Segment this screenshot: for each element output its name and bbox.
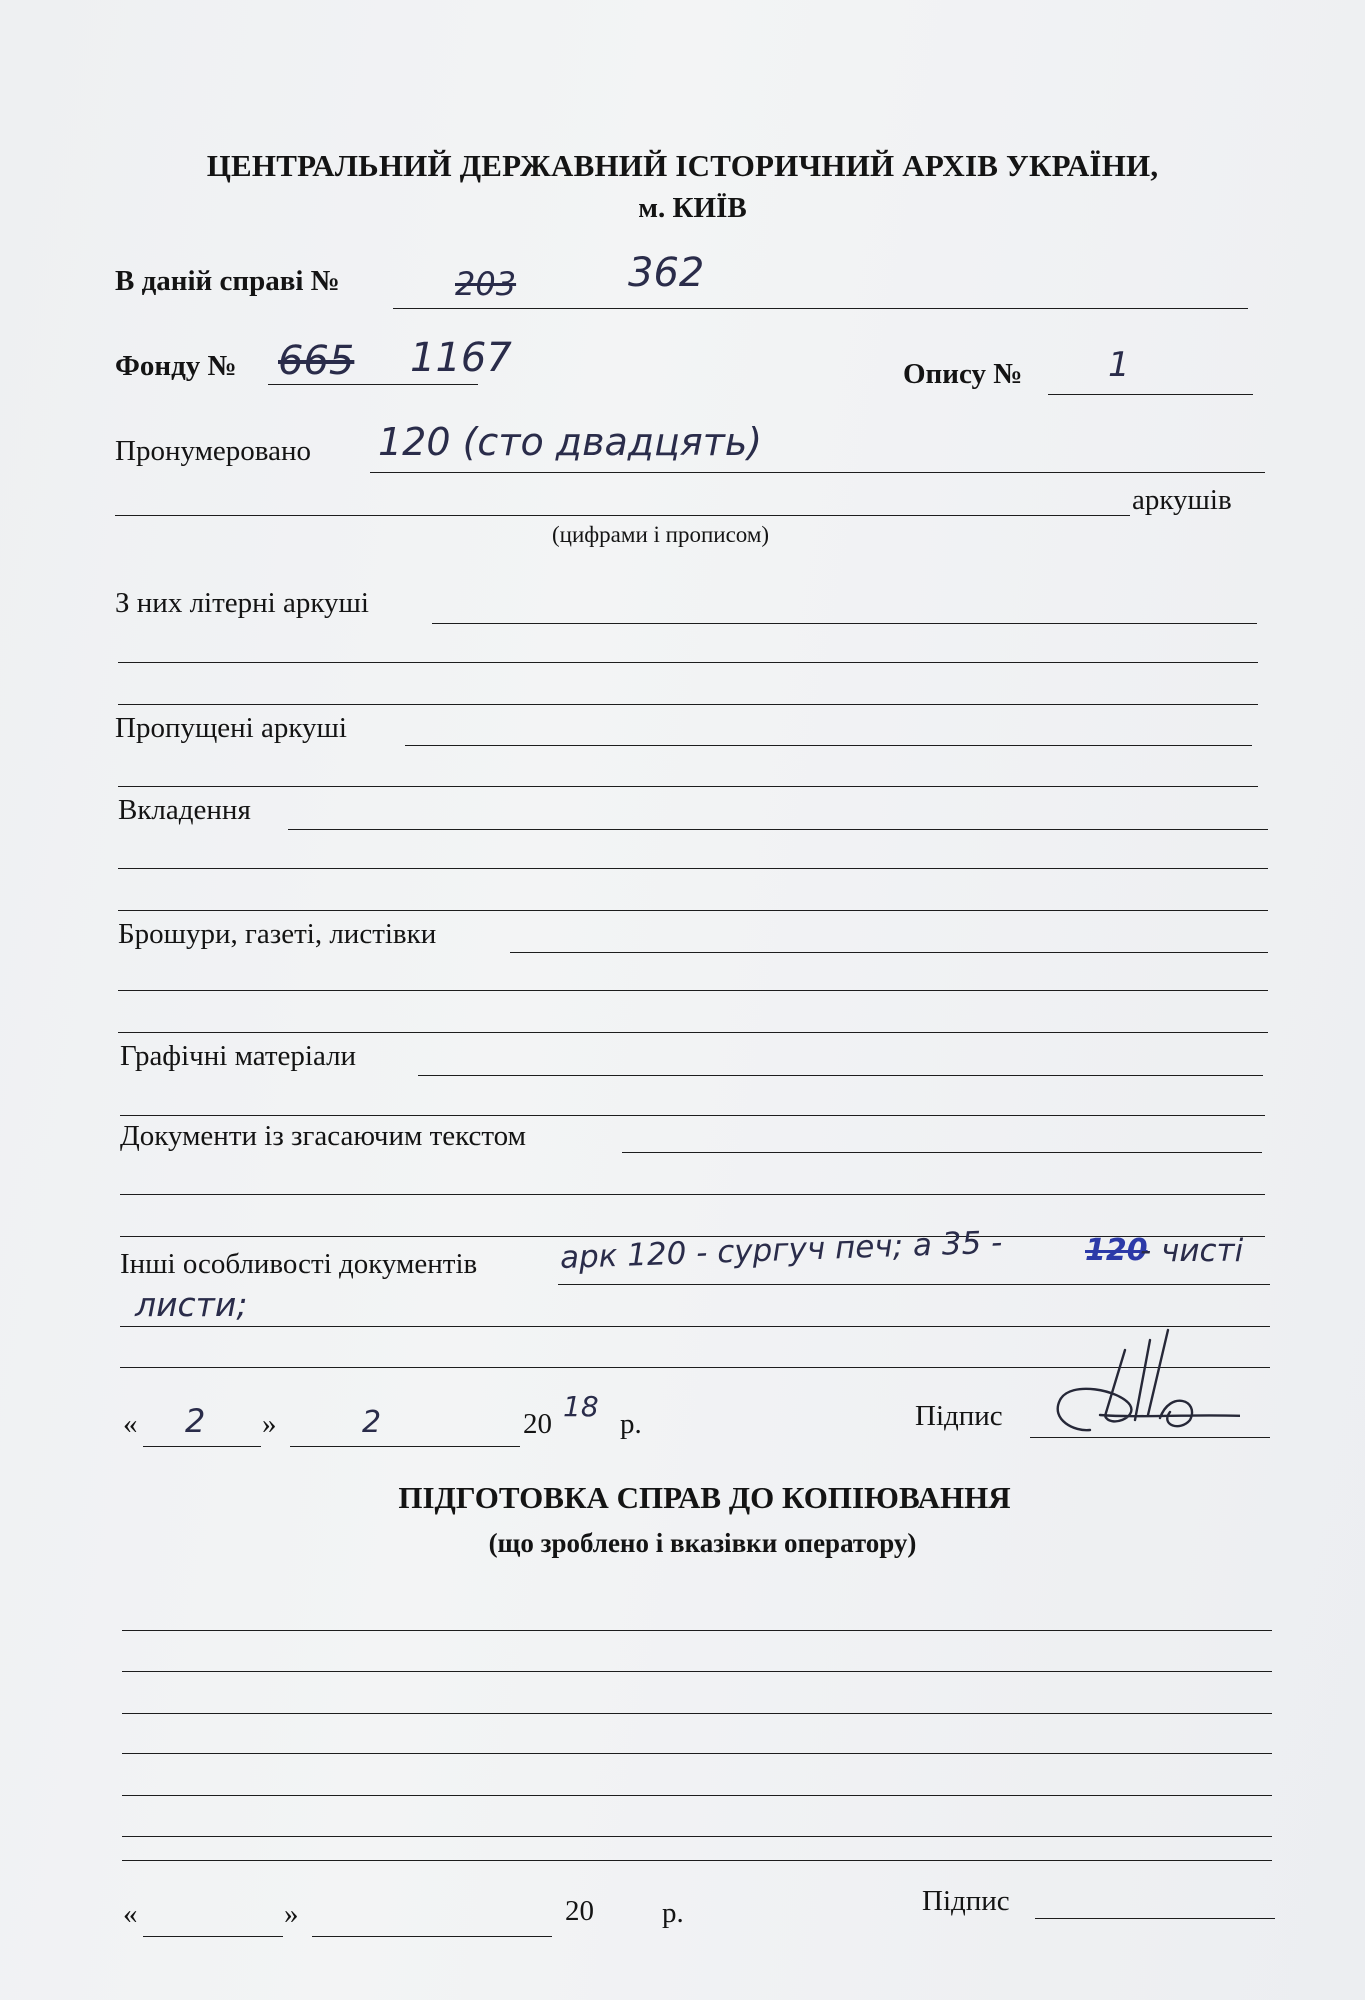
other-label: Інші особливості документів <box>120 1248 478 1280</box>
missing-line-2 <box>118 786 1258 787</box>
date1-year-suffix: 18 <box>563 1390 599 1423</box>
notes-line-2 <box>122 1671 1272 1672</box>
numbered-line-1 <box>370 472 1265 473</box>
opys-label: Опису № <box>903 358 1023 390</box>
date1-r: р. <box>620 1408 642 1440</box>
missing-label: Пропущені аркуші <box>115 712 347 744</box>
date2-year-prefix: 20 <box>565 1895 594 1927</box>
fading-line-1 <box>622 1152 1262 1153</box>
date1-day-line <box>143 1446 261 1447</box>
date1-close-quote: » <box>262 1408 277 1440</box>
date1-sign-label: Підпис <box>915 1400 1003 1432</box>
numbered-suffix: аркушів <box>1132 484 1232 516</box>
date1-open-quote: « <box>123 1408 138 1440</box>
numbered-value: 120 (сто двадцять) <box>378 420 763 464</box>
other-value-part1: арк 120 - сургуч печ; а 35 - <box>559 1224 1003 1276</box>
date2-day-line <box>143 1936 283 1937</box>
other-value-struck: 120 <box>1085 1233 1148 1268</box>
brochures-line-2 <box>118 990 1268 991</box>
notes-line-7 <box>122 1860 1272 1861</box>
graphic-label: Графічні матеріали <box>120 1040 357 1072</box>
graphic-line-1 <box>418 1075 1263 1076</box>
notes-line-4 <box>122 1753 1272 1754</box>
liter-line-1 <box>432 623 1257 624</box>
attachments-line-3 <box>118 910 1268 911</box>
liter-line-2 <box>118 662 1258 663</box>
missing-line-1 <box>405 745 1252 746</box>
opys-value: 1 <box>1108 345 1130 385</box>
date1-year-prefix: 20 <box>523 1408 552 1440</box>
brochures-line-1 <box>510 952 1268 953</box>
numbered-hint: (цифрами і прописом) <box>552 522 770 547</box>
attachments-label: Вкладення <box>118 794 251 826</box>
brochures-line-3 <box>118 1032 1268 1033</box>
notes-line-5 <box>122 1795 1272 1796</box>
section2-title: ПІДГОТОВКА СПРАВ ДО КОПІЮВАННЯ <box>398 1480 1011 1515</box>
archive-title: ЦЕНТРАЛЬНИЙ ДЕРЖАВНИЙ ІСТОРИЧНИЙ АРХІВ УКРАЇНИ, <box>206 148 1159 183</box>
date1-day: 2 <box>185 1402 206 1440</box>
opys-line <box>1048 394 1253 395</box>
case-value: 362 <box>628 250 705 296</box>
attachments-line-2 <box>118 868 1268 869</box>
section2-subtitle: (що зроблено і вказівки оператору) <box>488 1528 917 1558</box>
date2-month-line <box>312 1936 552 1937</box>
archive-city: м. КИЇВ <box>638 192 747 224</box>
brochures-label: Брошури, газеті, листівки <box>118 918 437 950</box>
liter-label: З них літерні аркуші <box>115 587 369 619</box>
date2-r: р. <box>662 1897 684 1929</box>
fond-label: Фонду № <box>115 350 237 382</box>
case-struck-value: 203 <box>455 265 517 303</box>
handwritten-signature <box>1040 1320 1240 1440</box>
other-line-1 <box>558 1284 1270 1285</box>
graphic-line-2 <box>120 1115 1265 1116</box>
date1-month-line <box>290 1446 520 1447</box>
notes-line-6 <box>122 1836 1272 1837</box>
fading-label: Документи із згасаючим текстом <box>120 1120 526 1152</box>
date2-close-quote: » <box>284 1898 299 1930</box>
other-value-line2: листи; <box>135 1285 248 1324</box>
numbered-label: Пронумеровано <box>115 435 312 467</box>
notes-line-3 <box>122 1713 1272 1714</box>
fond-struck-value: 665 <box>278 338 355 384</box>
date2-sign-label: Підпис <box>922 1885 1010 1917</box>
attachments-line-1 <box>288 829 1268 830</box>
date2-open-quote: « <box>123 1898 138 1930</box>
date2-sign-line <box>1035 1918 1275 1919</box>
case-label: В даній справі № <box>115 265 340 297</box>
numbered-line-2 <box>115 515 1130 516</box>
fading-line-2 <box>120 1194 1265 1195</box>
fond-value: 1167 <box>410 335 512 381</box>
fond-line <box>268 384 478 385</box>
other-value-part2: - чисті <box>1140 1233 1244 1269</box>
notes-line-1 <box>122 1630 1272 1631</box>
case-line <box>393 308 1248 309</box>
liter-line-3 <box>118 704 1258 705</box>
date1-month: 2 <box>362 1405 382 1440</box>
